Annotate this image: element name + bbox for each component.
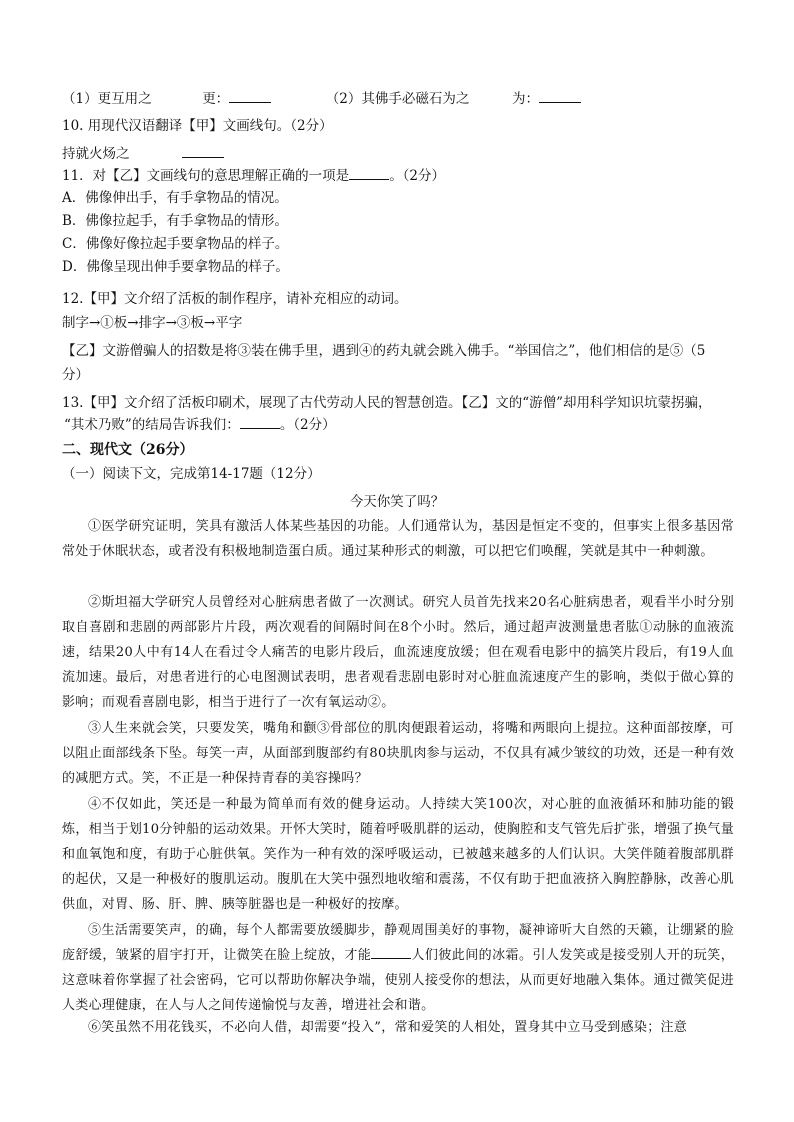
q10-sentence: 持就火炀之: [62, 146, 130, 162]
q12-stem: 12.【甲】文介绍了活板的制作程序，请补充相应的动词。: [62, 291, 408, 307]
q9-line: [62, 88, 754, 109]
paragraph-5-part-b: 人们彼此间的冰霜。引人发笑或是接受别人开的玩笑，这意味着你掌握了社会密码，它可以帮助你解决争端，使别人接受你的想法，从而更好地融入集体。通过微笑促进人类心理健康，在人与人之间传递愉悦与友善，增进社会和谐。: [62, 948, 734, 1013]
paragraph-6: ⑥笑虽然不用花钱买，不必向人借，却需要“投入”，常和爱笑的人相处，置身其中立马受到感染；注意: [88, 1020, 688, 1035]
q11-option-c: C．佛像好像拉起手要拿物品的样子。: [62, 236, 289, 252]
paragraph-5-part-a: ⑤生活需要笑声，的确，每个人都需要放缓脚步，静观周围美好的事物，凝神谛听大自然的天籁，让绷紧的脸庞舒缓，皱紧的眉宇打开，让微笑在脸上绽放，才能: [62, 923, 734, 963]
q11-stem: [62, 165, 754, 186]
q9-item2-prefix: （2）其佛手必磁石为之: [325, 91, 470, 107]
q10-sentence-line: [62, 143, 754, 164]
q9-item1-text: 更互用之: [97, 91, 152, 107]
paragraph-3: ③人生来就会笑，只要发笑，嘴角和颧③骨部位的肌肉便跟着运动，将嘴和两眼向上提拉。这种面部按摩，可以阻止面部线条下坠。每笑一声，从面部到腹部约有80块肌肉参与运动，不仅具有减少皱纹的功效，还是一种有效的减肥方式。笑，不正是一种保持青春的美容操吗？: [62, 721, 734, 786]
section-subheading: （一）阅读下文，完成第14-17题（12分）: [62, 466, 321, 482]
section-heading: 二、现代文（26分）: [62, 442, 194, 458]
q13-line-a: 13.【甲】文介绍了活板印刷术，展现了古代劳动人民的智慧创造。【乙】文的“游僧”却用科学知识坑蒙拐骗，: [62, 395, 712, 411]
answer-blank[interactable]: [349, 165, 389, 180]
q11-stem-score: 。（2分）: [389, 168, 446, 184]
q11-option-b: B．佛像拉起手，有手拿物品的情形。: [62, 213, 288, 229]
answer-blank[interactable]: [371, 944, 411, 959]
paragraph-5: [62, 918, 734, 1018]
answer-blank[interactable]: [229, 88, 271, 103]
paragraph-4: ④不仅如此，笑还是一种最为简单而有效的健身运动。人持续大笑100次，对心脏的血液循环和肺功能的锻炼，相当于划10分钟船的运动效果。开怀大笑时，随着呼吸肌群的运动，使胸腔和支气管先后扩张，增强了换气量和血氧饱和度，有助于心脏供氧。笑作为一种有效的深呼吸运动，已被越来越多的人们认识。大笑伴随着腹部肌群的起伏，又是一种极好的腹肌运动。腹肌在大笑中强烈地收缩和震荡，不仅有助于把血液挤入胸腔静脉，改善心肌供血，对胃、肠、肝、脾、胰等脏器也是一种极好的按摩。: [62, 797, 734, 912]
article-title: 今天你笑了吗？: [349, 494, 445, 510]
q13-prefix: “其术乃败”的结局告诉我们：: [64, 417, 240, 433]
paragraph-2: ②斯坦福大学研究人员曾经对心脏病患者做了一次测试。研究人员首先找来20名心脏病患者，观看半小时分别取自喜剧和悲剧的两部影片片段，两次观看的间隔时间在8个小时。然后，通过超声波测量患者肱①动脉的血液流速，结果20人中有14人在看过令人痛苦的电影片段后，血流速度放缓；但在观看电影中的搞笑片段后，有19人血流加速。最后，对患者进行的心电图测试表明，患者观看悲剧电影时对心脏血流速度产生的影响，类似于做心算的影响；而观看喜剧电影，相当于进行了一次有氧运动②。: [62, 595, 734, 710]
q12-flow: 制字→①板→排字→③板→平字: [62, 315, 243, 331]
q10-stem: 10. 用现代汉语翻译【甲】文画线句。（2分）: [62, 118, 333, 134]
q12-line-a: 【乙】文游僧骗人的招数是将③装在佛手里，遇到④的药丸就会跳入佛手。“举国信之”，他们相信的是⑤（5: [62, 343, 706, 359]
answer-blank[interactable]: [240, 414, 280, 429]
q9-item2-word: 为：: [511, 91, 539, 107]
q11-option-a: A．佛像伸出手，有手拿物品的情况。: [62, 190, 288, 206]
q12-line-b: 分）: [62, 367, 89, 383]
q13-suffix: 。（2分）: [279, 417, 336, 433]
q11-option-d: D．佛像呈现出伸手要拿物品的样子。: [62, 259, 289, 275]
q9-item1-word: 更：: [202, 91, 230, 107]
q9-item1-prefix: （1）: [62, 91, 98, 107]
answer-blank[interactable]: [539, 88, 581, 103]
q13-line-b: [64, 414, 754, 435]
answer-blank[interactable]: [182, 143, 224, 158]
q11-stem-text: 11．对【乙】文画线句的意思理解正确的一项是: [62, 168, 350, 184]
paragraph-1: ①医学研究证明，笑具有激活人体某些基因的功能。人们通常认为，基因是恒定不变的，但事实上很多基因常常处于休眠状态，或者没有积极地制造蛋白质。通过某种形式的刺激，可以把它们唤醒，笑就是其中一种刺激。: [62, 519, 734, 559]
